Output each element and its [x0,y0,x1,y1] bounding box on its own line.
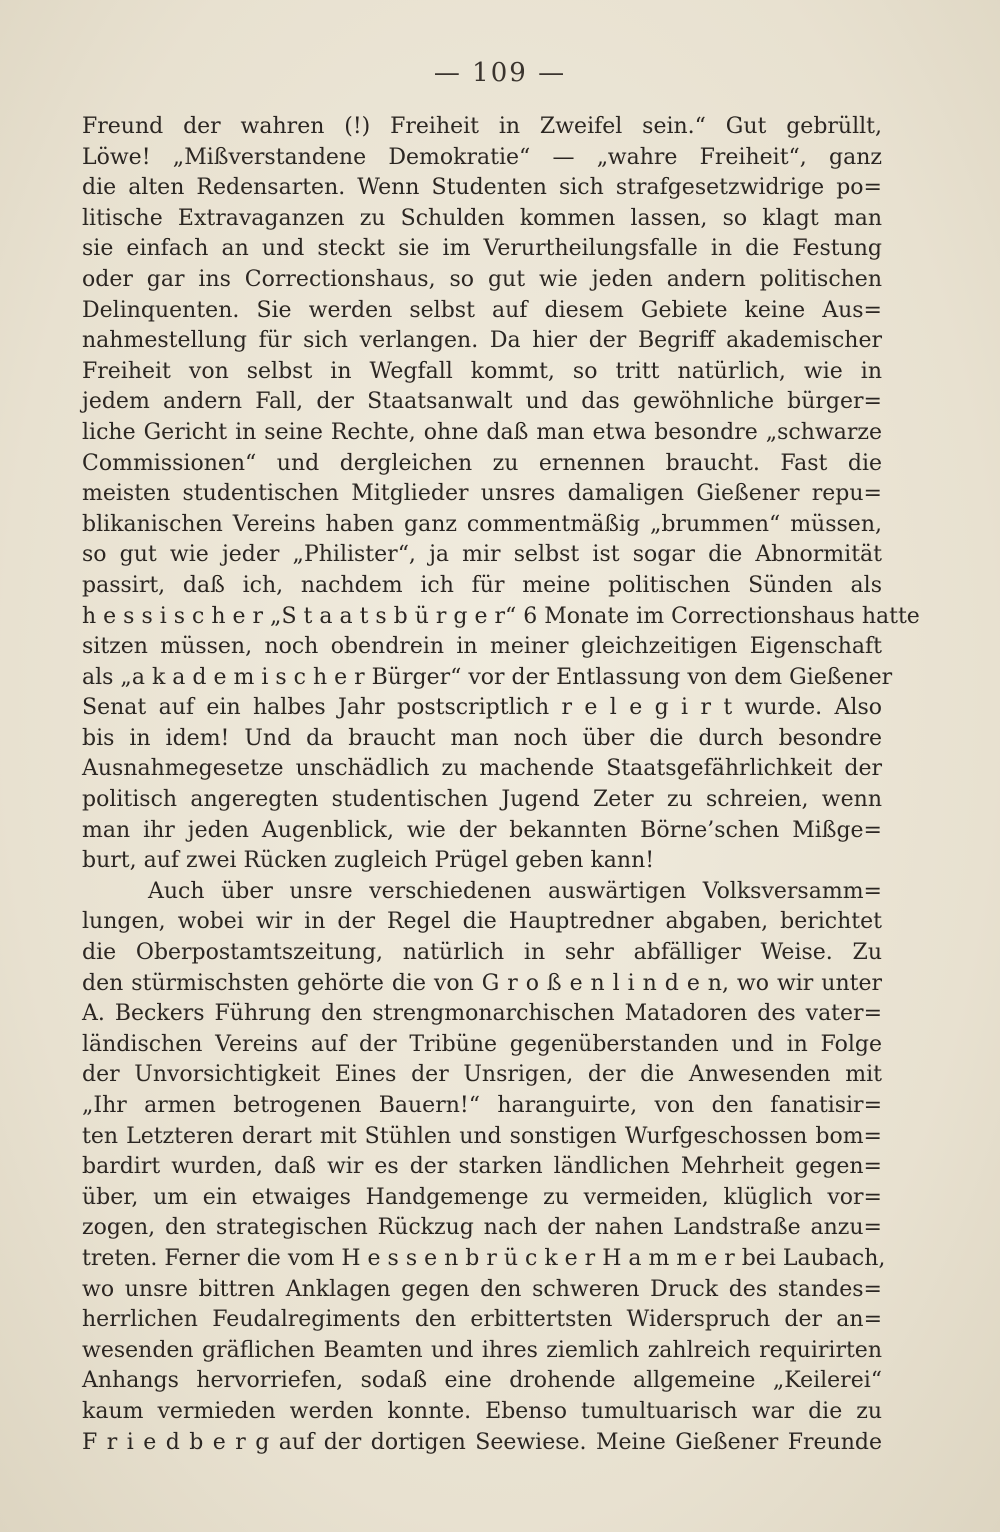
text-line: h e s s i s c h e r „S t a a t s b ü r g e r“ 6 Monate im Correctionshaus hatte [82,603,920,629]
text-line: bis in idem! Und da braucht man noch über die durch besondre [82,725,882,751]
page-number-header: — 109 — [433,58,567,88]
text-line: „Ihr armen betrogenen Bauern!“ haranguirte, von den fanatisir= [82,1093,882,1118]
text-line: politisch angeregten studentischen Jugend Zeter zu schreien, wenn [82,787,882,813]
text-line: wesenden gräflichen Beamten und ihres ziemlich zahlreich requirirten [82,1337,882,1363]
text-line: herrlichen Feudalregiments den erbittertsten Widerspruch der an= [82,1307,882,1333]
text-line: lungen, wobei wir in der Regel die Hauptredner abgaben, berichtet [82,909,882,935]
text-line: als „a k a d e m i s c h e r Bürger“ vor der Entlassung von dem Gießener [82,664,893,690]
text-line: so gut wie jeder „Philister“, ja mir selbst ist sogar die Abnormität [82,542,882,568]
text-line: zogen, den strategischen Rückzug nach der nahen Landstraße anzu= [82,1215,882,1241]
text-line: nahmestellung für sich verlangen. Da hier der Begriff akademischer [82,328,882,354]
text-line: jedem andern Fall, der Staatsanwalt und das gewöhnliche bürger= [82,389,882,415]
text-line: Delinquenten. Sie werden selbst auf diesem Gebiete keine Aus= [82,297,882,323]
text-line: der Unvorsichtigkeit Eines der Unsrigen, der die Anwesenden mit [82,1062,882,1088]
text-line: über, um ein etwaiges Handgemenge zu vermeiden, klüglich vor= [82,1184,882,1210]
text-line: wo unsre bittren Anklagen gegen den schweren Druck des standes= [82,1276,882,1302]
text-line: sitzen müssen, noch obendrein in meiner gleichzeitigen Eigenschaft [82,634,882,660]
text-line: die alten Redensarten. Wenn Studenten sich strafgesetzwidrige po= [82,175,882,201]
text-line: den stürmischsten gehörte die von G r o ß e n l i n d e n, wo wir unter [82,970,882,996]
text-line: Ausnahmegesetze unschädlich zu machende Staatsgefährlichkeit der [82,756,882,782]
text-line: ländischen Vereins auf der Tribüne gegenüberstanden und in Folge [82,1031,882,1057]
text-line: A. Beckers Führung den strengmonarchischen Matadoren des vater= [82,1001,882,1027]
text-line-paragraph-start: Auch über unsre verschiedenen auswärtigen Volksversamm= [148,878,882,904]
text-line: die Oberpostamtszeitung, natürlich in sehr abfälliger Weise. Zu [82,940,882,966]
text-line: Löwe! „Mißverstandene Demokratie“ — „wahre Freiheit“, ganz [82,144,882,170]
text-line: passirt, daß ich, nachdem ich für meine politischen Sünden als [82,572,882,598]
text-line: kaum vermieden werden konnte. Ebenso tumultuarisch war die zu [82,1398,882,1424]
text-line-paragraph-end: burt, auf zwei Rücken zugleich Prügel geben kann! [82,848,655,874]
text-line: Freiheit von selbst in Wegfall kommt, so tritt natürlich, wie in [82,358,882,384]
text-line: bardirt wurden, daß wir es der starken ländlichen Mehrheit gegen= [82,1154,882,1180]
text-line: man ihr jeden Augenblick, wie der bekannten Börne’schen Mißge= [82,817,882,843]
text-line: ten Letzteren derart mit Stühlen und sonstigen Wurfgeschossen bom= [82,1123,882,1149]
text-line: treten. Ferner die vom H e s s e n b r ü c k e r H a m m e r bei Laubach, [82,1245,886,1271]
text-line: oder gar ins Correctionshaus, so gut wie jeden andern politischen [82,266,882,292]
text-line: meisten studentischen Mitglieder unsres damaligen Gießener repu= [82,481,882,507]
text-line: Anhangs hervorriefen, sodaß eine drohende allgemeine „Keilerei“ [82,1368,882,1394]
text-line: litische Extravaganzen zu Schulden kommen lassen, so klagt man [82,205,882,231]
text-line: Freund der wahren (!) Freiheit in Zweifel sein.“ Gut gebrüllt, [82,114,882,139]
text-line: F r i e d b e r g auf der dortigen Seewiese. Meine Gießener Freunde [82,1429,882,1455]
text-line: Commissionen“ und dergleichen zu ernennen braucht. Fast die [82,450,882,476]
text-line: blikanischen Vereins haben ganz commentmäßig „brummen“ müssen, [82,511,882,537]
text-line: liche Gericht in seine Rechte, ohne daß man etwa besondre „schwarze [82,419,882,445]
text-line: Senat auf ein halbes Jahr postscriptlich r e l e g i r t wurde. Also [82,695,882,721]
text-line: sie einfach an und steckt sie im Verurtheilungsfalle in die Festung [82,236,882,262]
body-text [82,112,920,1458]
